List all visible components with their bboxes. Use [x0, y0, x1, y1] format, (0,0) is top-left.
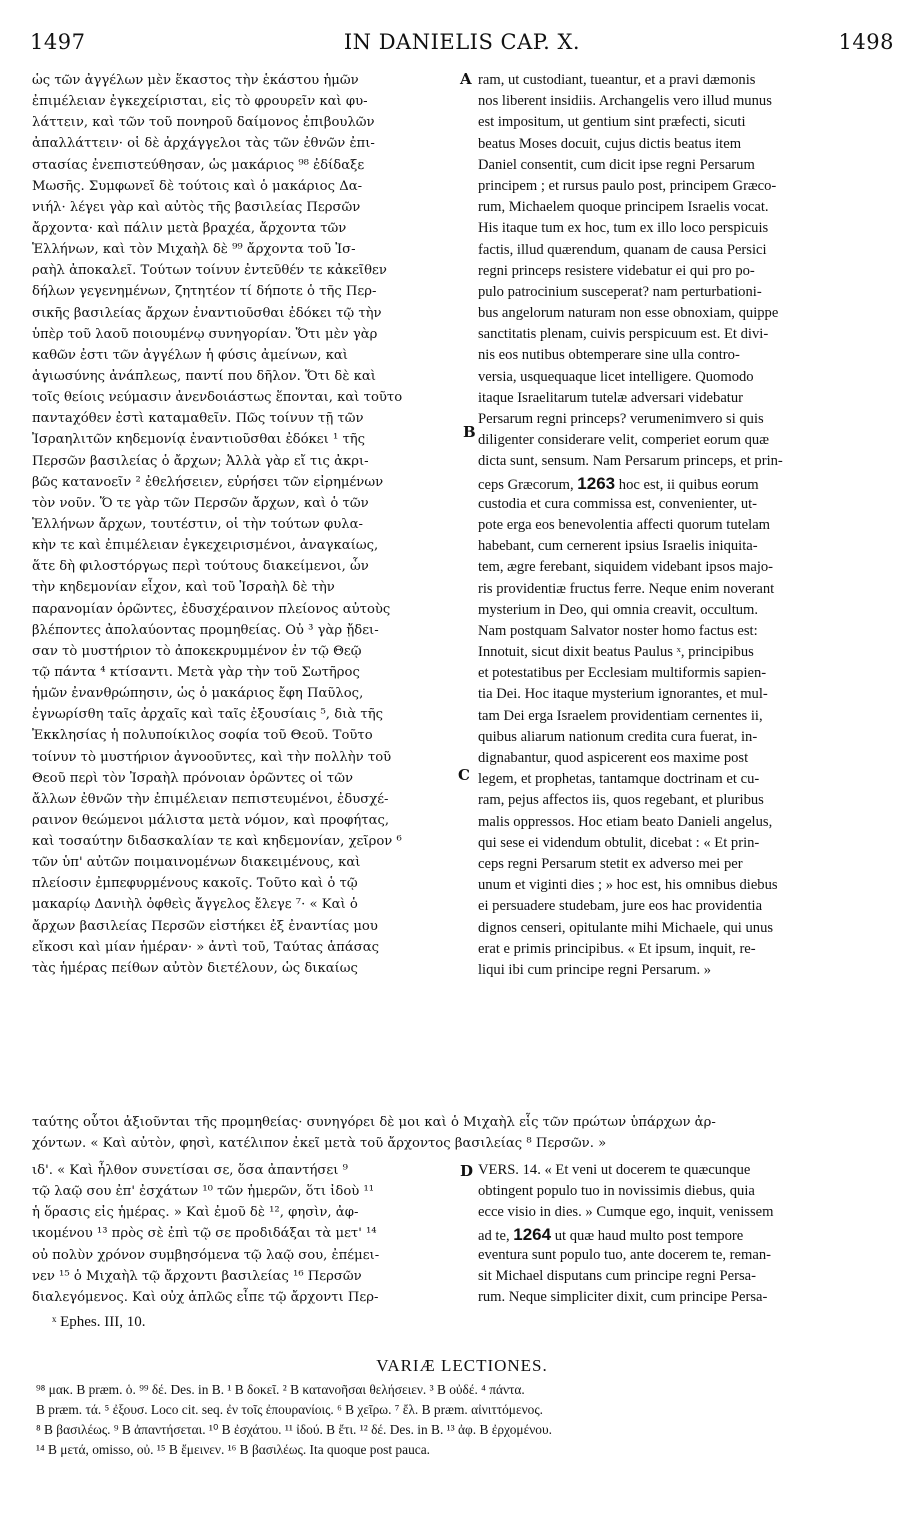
greek-line: παντaχόθεν ἐστὶ καταμαθεῖν. Πῶς τοίνυν τῇ τῶν: [32, 411, 364, 427]
greek-line: νιήλ· λέγει γὰρ καὶ αὐτὸς τῆς βασιλείας Περσῶν: [32, 199, 361, 215]
latin-line: custodia et cura commissa est, convenienter, ut-: [478, 495, 758, 512]
greek-line: στασίας ἐνεπιστεύθησαν, ὡς μακάριος ⁹⁸ ἐδίδαξε: [32, 157, 365, 173]
greek-line: οὐ πολὺν χρόνον συμβησόμενα τῷ λαῷ σου, ἐπέμει-: [32, 1247, 380, 1263]
greek-line: Ἰσραηλιτῶν κηδεμονίᾳ ἐναντιοῦσθαι ἐδόκει ¹ τῆς: [32, 432, 366, 448]
column-number: 1263: [577, 473, 616, 493]
latin-line: tem, ægre ferebant, siquidem videbant ipsos majo-: [478, 559, 774, 576]
greek-line: ἀπαλλάττειν· οἱ δὲ ἀρχάγγελοι τὰς τῶν ἐθνῶν ἐπι-: [32, 136, 375, 152]
latin-line: ram, pejus affectos iis, quos regebant, et pluribus: [478, 792, 764, 809]
greek-line: ἐγνωρίσθη ταῖς ἀρχαῖς καὶ ταῖς ἐξουσίαις ⁵, διὰ τῆς: [32, 707, 383, 723]
latin-line: versia, usquequaque licet intelligere. Quomodo: [478, 368, 754, 385]
latin-line: est impositum, ut gentium sint præfecti, sicuti: [478, 114, 746, 131]
latin-line: dicta sunt, sensum. Nam Persarum princeps, et prin-: [478, 453, 783, 470]
greek-line: μακαρίῳ Δανιὴλ ὀφθεὶς ἄγγελος ἔλεγε ⁷· « Καὶ ὁ: [32, 897, 358, 913]
greek-line: ραὴλ ἀποκαλεῖ. Τούτων τοίνυν ἐντεῦθέν τε κἀκεῖθεν: [32, 263, 387, 279]
latin-line: dignos censeri, opitulante mihi Michaele, qui unus: [478, 919, 774, 936]
latin-line: quibus aliarum nationum credita cura fuerat, in-: [478, 728, 758, 745]
greek-line: βῶς κατανοεῖν ² ἐθελήσειεν, εὑρήσει τῶν εἰρημένων: [32, 474, 384, 490]
latin-line: ad te, 1264 ut quæ haud multo post tempore: [478, 1224, 744, 1244]
latin-column: [478, 70, 894, 981]
latin-line: unum et viginti dies ; » hoc est, his omnibus diebus: [478, 877, 778, 894]
footnote: ˣ Ephes. III, 10.: [52, 1314, 146, 1330]
variant-line: ⁸ B βασιλέως. ⁹ B ἀπαντήσεται. ¹⁰ B ἐσχάτου. ¹¹ ἰδού. B ἔτι. ¹² δέ. Des. in B. ¹³ ἀφ. B ἐρχομένου.: [36, 1422, 552, 1437]
latin-line: nos liberent insidiis. Archangelis vero illud munus: [478, 93, 772, 110]
greek-line: Θεοῦ περὶ τὸν Ἰσραὴλ πρόνοιαν ὁρῶντες οἱ τῶν: [32, 770, 353, 786]
latin-line: tam Dei erga Israelem providentiam cernentes ii,: [478, 707, 763, 724]
variant-line: B præm. τά. ⁵ ἐξουσ. Loco cit. seq. ἐν τοῖς ἐπουρανίοις. ⁶ B χεῖρω. ⁷ ἔλ. B præm. αἰνιττόμενος.: [36, 1402, 544, 1417]
latin-line: sanctitatis plenam, cuivis perspicuum est. Et divi-: [478, 326, 769, 343]
greek-line: εἴκοσι καὶ μίαν ἡμέραν· » ἀντὶ τοῦ, Ταύτας ἁπάσας: [32, 939, 380, 955]
page-number-right: 1498: [838, 30, 894, 54]
greek-line: χόντων. « Καὶ αὐτὸν, φησὶ, κατέλιπον ἐκεῖ μετὰ τοῦ ἄρχοντος βασιλείας ⁸ Περσῶν. »: [32, 1136, 607, 1152]
greek-line: τῶν ὑπ' αὐτῶν ποιμαινομένων διακειμένους, καὶ: [32, 855, 361, 871]
latin-line: itaque Israelitarum tutelæ adversari videbatur: [478, 389, 744, 406]
margin-marker-c: C: [458, 766, 470, 784]
greek-line: τοίνυν τὸ μυστήριον ἀγνοοῦντες, καὶ τὴν πολλὴν τοῦ: [32, 749, 392, 765]
greek-column: [32, 70, 464, 979]
latin-line: obtingent populo tuo in novissimis diebus, quia: [478, 1183, 755, 1200]
latin-line: Daniel consentit, cum dicit ipse regni Persarum: [478, 156, 755, 173]
latin-line: sit Michael disputans cum principe regni Persa-: [478, 1267, 757, 1284]
greek-line: πλείοσιν ἐμπεφυρμένους κακοῖς. Τοῦτο καὶ ὁ τῷ: [32, 876, 358, 892]
latin-line: Nam postquam Salvator noster homo factus est:: [478, 622, 758, 639]
greek-line: Ἑλλήνων ἄρχων, τουτέστιν, οἱ τὴν τούτων φυλα-: [32, 516, 363, 532]
latin-line: legem, et prophetas, tantamque doctrinam et cu-: [478, 771, 760, 788]
latin-line: pote erga eos benevolentia affecti quorum tutelam: [478, 516, 771, 533]
greek-line: καὶ τοσαύτην διδασκαλίαν τε καὶ κηδεμονίαν, χεῖρον ⁶: [32, 834, 402, 850]
greek-line: τῷ λαῷ σου ἐπ' ἐσχάτων ¹⁰ τῶν ἡμερῶν, ὅτι ἰδοὺ ¹¹: [32, 1184, 375, 1200]
latin-line: Persarum regni princeps? verumenimvero si quis: [478, 411, 764, 427]
page-header: [30, 30, 894, 64]
latin-line: pulo patrocinium susceperat? nam perturbationi-: [478, 283, 762, 300]
greek-line: ἄλλων ἐθνῶν τὴν ἐπιμέλειαν πεπιστευμένοι, ἐδυσχέ-: [32, 791, 389, 807]
greek-line: καθῶν ἐστι τῶν ἀγγέλων ἡ φύσις ἀμείνων, καὶ: [32, 347, 348, 363]
variant-line: ⁹⁸ μακ. B præm. ὁ. ⁹⁹ δέ. Des. in B. ¹ B δοκεῖ. ² B κατανοῆσαι θελήσειεν. ³ B οὐδέ. ⁴ πάντα.: [36, 1382, 525, 1397]
latin-line: habebant, cum cernerent ipsius Israelis iniquita-: [478, 538, 758, 555]
latin-line: tia Dei. Hoc itaque mysterium ignorantes, et mul-: [478, 686, 768, 703]
latin-line: nis eos nutibus obtemperare sine ulla contro-: [478, 347, 740, 364]
latin-line: diligenter considerare velit, comperiet eorum quæ: [478, 432, 769, 449]
greek-line: τὸν νοῦν. Ὅ τε γὰρ τῶν Περσῶν ἄρχων, καὶ ὁ τῶν: [32, 495, 369, 511]
greek-line: ταύτης οὗτοι ἀξιοῦνται τῆς προμηθείας· συνηγόρει δὲ μοι καὶ ὁ Μιχαὴλ εἷς τῶν πρώτων ὑπάρχων ἀρ-: [32, 1115, 716, 1130]
variae-lectiones-title: VARIÆ LECTIONES.: [376, 1356, 548, 1375]
greek-line: ραινον θεώμενοι μάλιστα μετὰ νόμον, καὶ προφήτας,: [32, 812, 390, 828]
latin-line: erat e primis principibus. « Et ipsum, inquit, re-: [478, 940, 756, 957]
greek-line: τοῖς θείοις νεύμασιν ἀνενδοιάστως ἕπονται, καὶ τοῦτο: [32, 390, 403, 406]
greek-line: δήλων γεγενημένων, ζητητέον τί δήποτε ὁ τῆς Περ-: [32, 284, 377, 300]
greek-line: διαλεγόμενος. Καὶ οὐχ ἁπλῶς εἶπε τῷ ἄρχοντι Περ-: [32, 1289, 379, 1305]
greek-line: τὴν κηδεμονίαν εἶχον, καὶ τοῦ Ἰσραὴλ δὲ τὴν: [32, 580, 335, 596]
margin-marker-a: A: [460, 70, 472, 88]
latin-line: ceps Græcorum, 1263 hoc est, ii quibus eorum: [478, 473, 759, 493]
greek-line: λάττειν, καὶ τῶν τοῦ πονηροῦ δαίμονος ἐπιβουλῶν: [32, 115, 375, 131]
greek-line: ικομένου ¹³ πρὸς σὲ ἐπὶ τῷ σε προδιδάξαι τὰ μετ' ¹⁴: [32, 1226, 377, 1242]
margin-marker-d: D: [460, 1162, 474, 1180]
page-number-left: 1497: [30, 30, 86, 54]
latin-line: malis oppressos. Hoc etiam beato Danieli angelus,: [478, 813, 773, 830]
latin-line: ei persuadere studebam, jure eos hac providentia: [478, 898, 763, 915]
latin-line: VERS. 14. « Et veni ut docerem te quæcunque: [478, 1162, 751, 1178]
latin-column-2: [478, 1160, 894, 1308]
latin-line: Innotuit, sicut dixit beatus Paulus ˣ, principibus: [478, 644, 754, 661]
latin-line: rum, Michaelem quoque principem Israelis vocat.: [478, 199, 769, 216]
latin-line: dignabantur, quod aspicerent eos maxime post: [478, 750, 749, 766]
variae-lectiones: [36, 1380, 896, 1460]
latin-line: beatus Moses docuit, cujus dictis beatus item: [478, 135, 742, 152]
greek-line: τῷ πάντα ⁴ κτίσαντι. Μετὰ γὰρ τὴν τοῦ Σωτῆρος: [32, 664, 360, 680]
latin-line: qui sese ei videndum obtulit, dicebat : « Et prin-: [478, 834, 760, 851]
greek-line: ὑπὲρ τοῦ λαοῦ ποιουμένῳ συνηγορίαν. Ὅτι μὲν γὰρ: [32, 326, 378, 342]
greek-line: ἡμῶν ἐνανθρώπησιν, ὡς ὁ μακάριος ἔφη Παῦλος,: [32, 686, 364, 702]
greek-line: σικῆς βασιλείας ἄρχων ἐναντιοῦσθαι ἐδόκει τῷ τὴν: [32, 305, 382, 321]
variant-line: ¹⁴ B μετά, omisso, οὐ. ¹⁵ B ἔμεινεν. ¹⁶ B βασιλέως. Ita quoque post pauca.: [36, 1442, 430, 1457]
greek-line: βλέποντες ἀπολαύοντας προμηθείας. Οὐ ³ γὰρ ᾔδει-: [32, 622, 379, 638]
greek-line: Περσῶν βασιλείας ὁ ἄρχων; Ἀλλὰ γὰρ εἴ τις ἀκρι-: [32, 453, 369, 469]
latin-line: ris providentiæ fructus ferre. Neque enim noverant: [478, 580, 775, 597]
greek-line: Μωσῆς. Συμφωνεῖ δὲ τούτοις καὶ ὁ μακάριος Δα-: [32, 178, 363, 194]
latin-line: ram, ut custodiant, tueantur, et a pravi dæmonis: [478, 72, 756, 88]
greek-line: ἐπιμέλειαν ἐγκεχείρισται, εἰς τὸ φρουρεῖν καὶ φυ-: [32, 94, 368, 110]
latin-line: regni princeps resistere videbatur ei qui pro po-: [478, 262, 755, 279]
greek-line: νεν ¹⁵ ὁ Μιχαὴλ τῷ ἄρχοντι βασιλείας ¹⁶ Περσῶν: [32, 1268, 362, 1284]
greek-line: ἄρχων βασιλείας Περσῶν εἱστήκει ἐξ ἐναντίας μου: [32, 918, 378, 934]
latin-line: principem ; et rursus paulo post, principem Græco-: [478, 177, 777, 194]
latin-line: mysterium in Deo, qui omnia creavit, occultum.: [478, 601, 759, 618]
greek-line: ἁγιωσύνης ἀνάπλεως, παντί που δῆλον. Ὅτι δὲ καὶ: [32, 368, 376, 384]
greek-line: παρανομίαν ὁρῶντες, ἐδυσχέραινον πλείονος αὐτοὺς: [32, 601, 391, 617]
greek-line: σαν τὸ μυστήριον τὸ ἀποκεκρυμμένον ἐν τῷ Θεῷ: [32, 643, 362, 659]
latin-line: factis, illud quærendum, quanam de causa Persici: [478, 241, 767, 258]
greek-line: ἄρχοντα· καὶ πάλιν μετὰ βραχέα, ἄρχοντα τῶν: [32, 220, 347, 236]
column-number: 1264: [513, 1224, 552, 1244]
greek-line: κὴν τε καὶ ἐπιμέλειαν ἐγκεχειρισμένοι, ἀναγκαίως,: [32, 538, 379, 554]
greek-line: Ἐκκλησίας ἡ πολυποίκιλος σοφία τοῦ Θεοῦ. Τοῦτο: [32, 728, 373, 744]
latin-line: rum. Neque simpliciter dixit, cum principe Persa-: [478, 1289, 768, 1306]
latin-line: eventura sunt populo tuo, ante docerem te, reman-: [478, 1246, 771, 1263]
latin-line: liqui ibi cum principe regni Persarum. »: [478, 961, 712, 978]
latin-line: His itaque tum ex hoc, tum ex illo loco perspicuis: [478, 220, 769, 237]
greek-line: ὡς τῶν ἀγγέλων μὲν ἕκαστος τὴν ἑκάστου ἡμῶν: [32, 73, 359, 88]
greek-column-2: [32, 1160, 464, 1308]
latin-line: ecce visio in dies. » Cumque ego, inquit, venissem: [478, 1204, 774, 1221]
latin-line: et potestatibus per Ecclesiam multiformis sapien-: [478, 665, 767, 682]
latin-line: bus angelorum naturam non esse obnoxiam, quippe: [478, 305, 779, 322]
greek-line: ιδ'. « Καὶ ἦλθον συνετίσαι σε, ὅσα ἀπαντήσει ⁹: [32, 1163, 348, 1178]
greek-line: ἡ ὅρασις εἰς ἡμέρας. » Καὶ ἐμοῦ δὲ ¹², φησὶν, ἀφ-: [32, 1205, 359, 1221]
greek-line: Ἑλλήνων, καὶ τὸν Μιχαὴλ δὲ ⁹⁹ ἄρχοντα τοῦ Ἰσ-: [32, 242, 356, 258]
running-title: IN DANIELIS CAP. X.: [343, 30, 581, 54]
greek-line: τὰς ἡμέρας πείθων αὐτὸν διετέλουν, ὡς δικαίως: [32, 960, 358, 976]
margin-marker-b: B: [463, 423, 476, 441]
latin-line: ceps regni Persarum stetit ex adverso mei per: [478, 855, 743, 872]
greek-line: ἅτε δὴ φιλοστόργως περὶ τούτους διακείμενοι, ὧν: [32, 559, 369, 575]
full-width-greek: [32, 1112, 894, 1154]
